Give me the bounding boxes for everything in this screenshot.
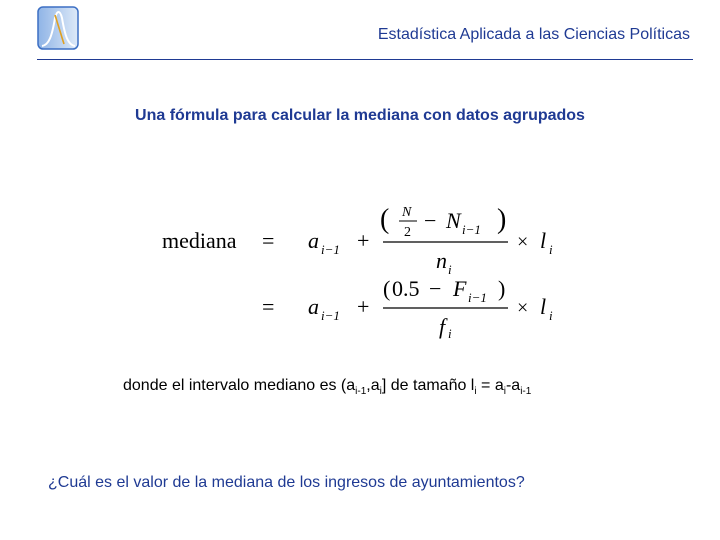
formula-a-sub-2: i−1 bbox=[321, 308, 340, 323]
formula-rparen-2: ) bbox=[498, 276, 506, 301]
interval-sub-1: i-1 bbox=[355, 386, 367, 398]
interval-sub-3: i bbox=[474, 386, 477, 398]
normal-curve-logo-icon bbox=[37, 6, 79, 50]
interval-note bbox=[123, 377, 531, 397]
formula-rparen: ) bbox=[497, 204, 507, 235]
formula-times-1: × bbox=[517, 231, 529, 253]
interval-sub-2: i bbox=[379, 386, 382, 398]
interval-sub-5: i-1 bbox=[520, 386, 532, 398]
formula-f: f bbox=[439, 314, 446, 339]
formula-a-sub-1: i−1 bbox=[321, 242, 340, 257]
formula-F: F bbox=[453, 276, 467, 301]
interval-text-4: = a bbox=[476, 377, 504, 394]
formula-F-sub: i−1 bbox=[468, 290, 487, 305]
formula-a-1: a bbox=[308, 228, 319, 253]
formula-minus-2: − bbox=[429, 276, 442, 301]
formula-l-1: l bbox=[540, 228, 547, 253]
formula-N: N bbox=[402, 205, 412, 220]
formula-eq-2: = bbox=[262, 294, 275, 319]
formula-l-2: l bbox=[540, 294, 547, 319]
formula-plus-1: + bbox=[357, 228, 370, 253]
formula-half: 0.5 bbox=[392, 276, 420, 301]
median-formula bbox=[140, 190, 580, 340]
slide-title: Una fórmula para calcular la mediana con datos agrupados bbox=[135, 107, 585, 124]
formula-l-sub-2: i bbox=[549, 308, 553, 323]
formula-l-sub-1: i bbox=[549, 242, 553, 257]
formula-times-2: × bbox=[517, 297, 529, 319]
interval-text-1: donde el intervalo mediano es (a bbox=[123, 377, 356, 394]
formula-lparen-2: ( bbox=[383, 276, 391, 301]
question-text: ¿Cuál es el valor de la mediana de los ingresos de ayuntamientos? bbox=[48, 474, 525, 491]
formula-lhs: mediana bbox=[162, 228, 237, 253]
formula-two: 2 bbox=[404, 225, 411, 240]
formula-n-sub: i bbox=[448, 262, 452, 277]
formula-plus-2: + bbox=[357, 294, 370, 319]
formula-Nim1: N bbox=[446, 208, 461, 233]
formula-N-sub: i−1 bbox=[462, 222, 481, 237]
formula-a-2: a bbox=[308, 294, 319, 319]
header-title: Estadística Aplicada a las Ciencias Políticas bbox=[377, 26, 690, 43]
interval-text-2: ,a bbox=[366, 377, 380, 394]
formula-n: n bbox=[436, 248, 447, 273]
interval-text-5: -a bbox=[505, 377, 521, 394]
interval-text-3: ] de tamaño l bbox=[381, 377, 475, 394]
formula-minus-1: − bbox=[424, 208, 437, 233]
header-divider bbox=[37, 59, 693, 60]
formula-lparen: ( bbox=[380, 204, 390, 235]
formula-eq-1: = bbox=[262, 228, 275, 253]
formula-f-sub: i bbox=[448, 326, 452, 340]
interval-sub-4: i bbox=[503, 386, 506, 398]
